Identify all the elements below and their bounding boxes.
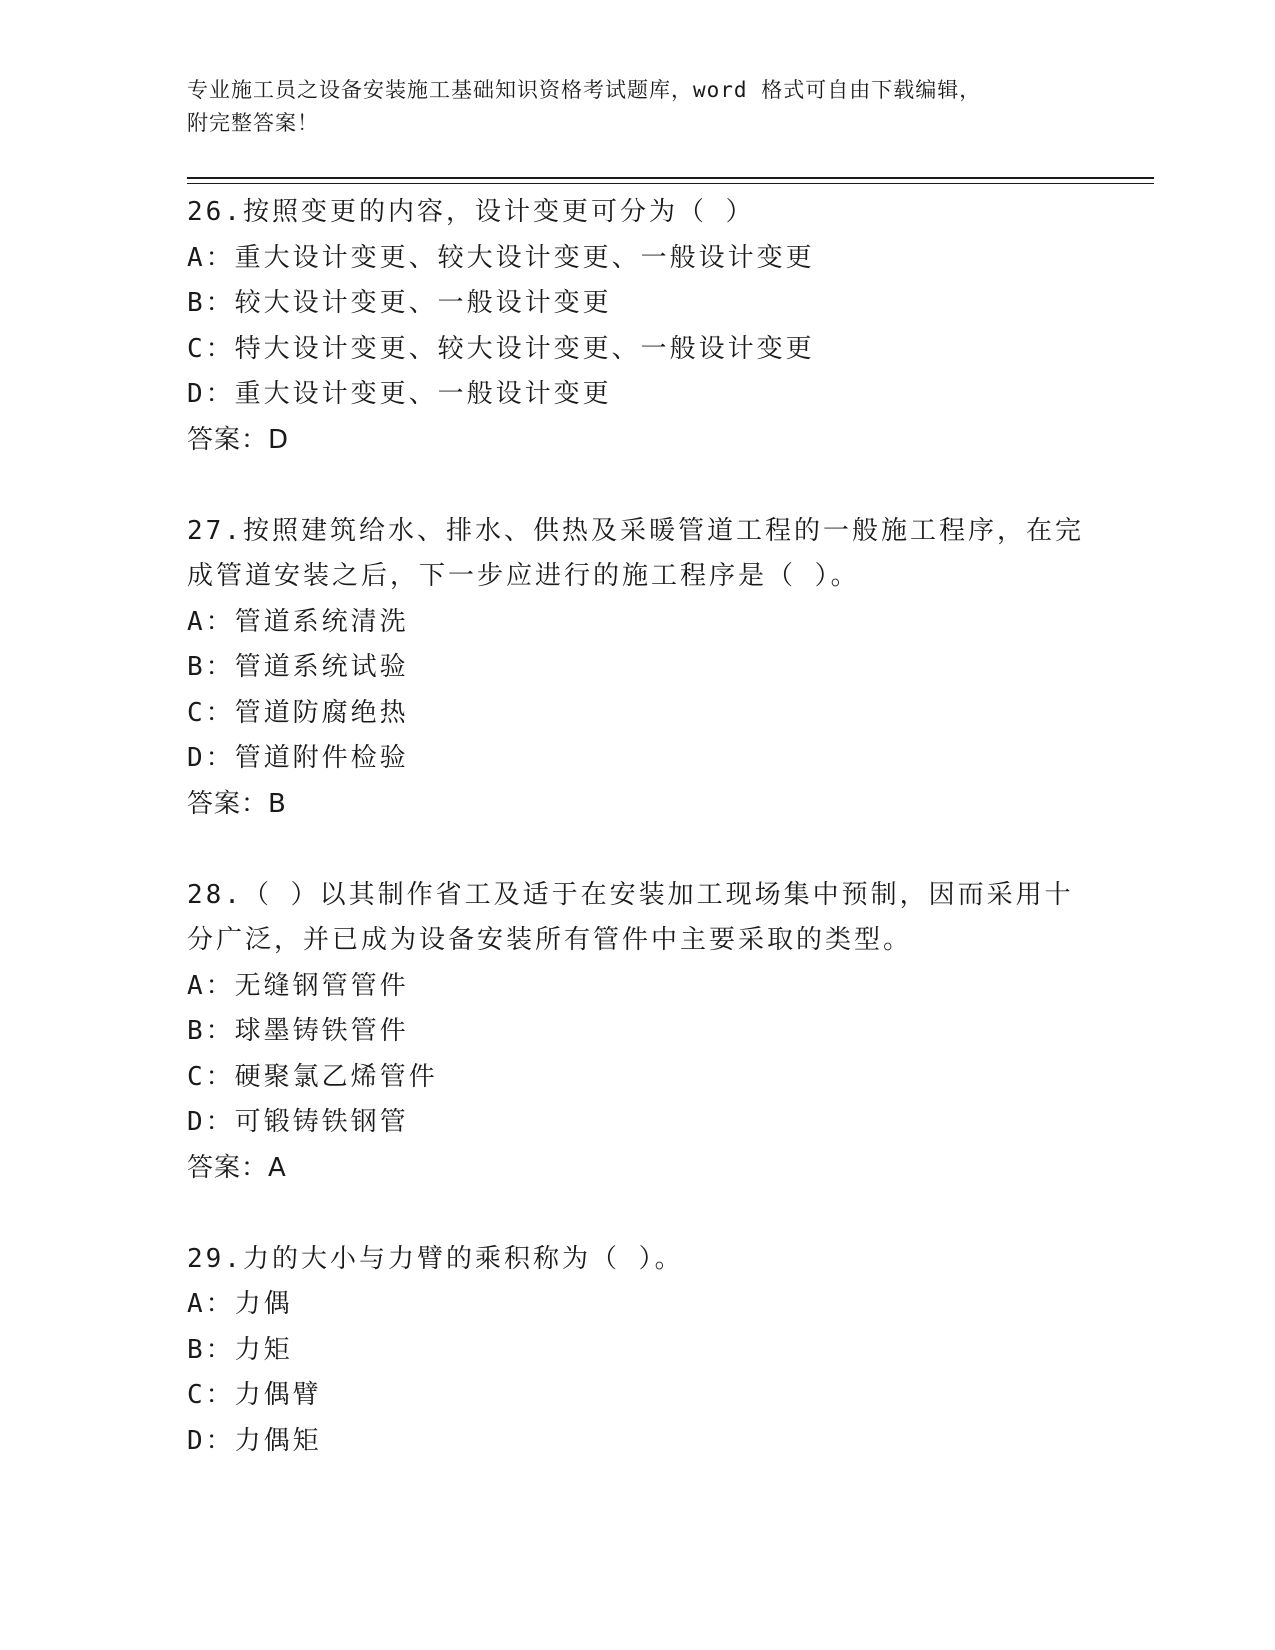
option-d: D：重大设计变更、一般设计变更 (187, 379, 612, 409)
option-b: B：力矩 (187, 1334, 293, 1365)
option-d: D：管道附件检验 (187, 743, 409, 773)
option-b: B：较大设计变更、一般设计变更 (187, 288, 612, 318)
spacer (187, 827, 1087, 873)
question-28 (187, 873, 1087, 1192)
answer: 答案：D (187, 424, 290, 455)
option-a: A：力偶 (187, 1289, 293, 1319)
option-b: B：管道系统试验 (187, 652, 409, 682)
header-divider-thick (187, 177, 1154, 179)
option-d: D：可锻铸铁钢管 (187, 1107, 409, 1137)
option-c: C：硬聚氯乙烯管件 (187, 1061, 438, 1092)
answer: 答案：B (187, 788, 287, 819)
option-c: C：力偶臂 (187, 1380, 322, 1410)
question-stem-continued: 成管道安装之后，下一步应进行的施工程序是（ ）。 (187, 561, 860, 591)
question-29 (187, 1237, 1087, 1465)
question-27 (187, 509, 1087, 828)
question-stem: 28.（ ）以其制作省工及适于在安装加工现场集中预制，因而采用十 (187, 879, 1074, 910)
spacer (187, 463, 1087, 509)
header-line-1: 专业施工员之设备安装施工基础知识资格考试题库，word 格式可自由下载编辑， (187, 78, 982, 102)
question-list (187, 190, 1087, 1464)
option-a: A：重大设计变更、较大设计变更、一般设计变更 (187, 242, 815, 273)
answer: 答案：A (187, 1152, 287, 1183)
option-b: B：球墨铸铁管件 (187, 1016, 409, 1046)
document-header (187, 74, 1087, 140)
option-a: A：无缝钢管管件 (187, 970, 409, 1001)
question-26 (187, 190, 1087, 463)
question-stem: 26.按照变更的内容，设计变更可分为（ ） (187, 197, 755, 227)
option-c: C：管道防腐绝热 (187, 697, 409, 728)
question-stem-continued: 分广泛，并已成为设备安装所有管件中主要采取的类型。 (187, 925, 913, 955)
question-stem: 29.力的大小与力臂的乘积称为（ ）。 (187, 1243, 684, 1274)
option-c: C：特大设计变更、较大设计变更、一般设计变更 (187, 333, 815, 364)
option-a: A：管道系统清洗 (187, 606, 409, 637)
header-divider-thin (187, 183, 1154, 184)
question-stem: 27.按照建筑给水、排水、供热及采暖管道工程的一般施工程序，在完 (187, 515, 1084, 546)
option-d: D：力偶矩 (187, 1425, 322, 1456)
header-line-2: 附完整答案！ (187, 111, 319, 135)
spacer (187, 1191, 1087, 1237)
